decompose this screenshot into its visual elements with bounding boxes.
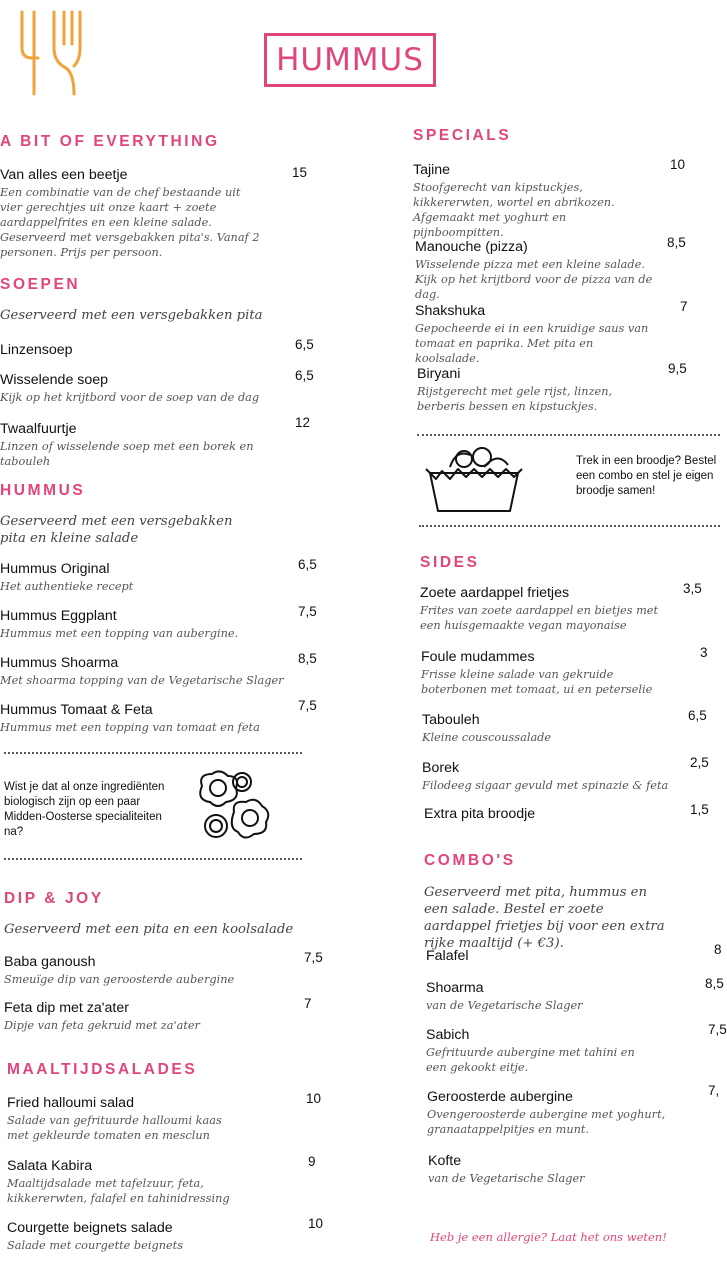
menu-item-price: 6,5 xyxy=(295,368,314,383)
section-title-maaltijdsalades: MAALTIJDSALADES xyxy=(7,1061,198,1078)
dotted-divider xyxy=(4,752,302,754)
fried-egg-icon xyxy=(192,768,272,848)
dotted-divider xyxy=(4,858,302,860)
menu-item-price: 8 xyxy=(714,942,722,957)
menu-item-name: Hummus Tomaat & Feta xyxy=(0,702,153,718)
menu-item-description: Smeuïge dip van geroosterde aubergine xyxy=(4,973,235,986)
menu-item-name: Borek xyxy=(422,760,460,776)
menu-item-description: Maaltijdsalade met tafelzuur, feta, kikkererwten, falafel en tahinidressing xyxy=(7,1177,230,1205)
menu-item-price: 6,5 xyxy=(688,708,707,723)
section-title-combos: COMBO'S xyxy=(424,852,516,869)
menu-item-price: 7, xyxy=(708,1083,720,1098)
menu-item-price: 10 xyxy=(308,1216,324,1231)
menu-item xyxy=(426,948,681,965)
menu-item-description: Kleine couscoussalade xyxy=(422,731,552,744)
menu-item xyxy=(0,372,285,405)
menu-item-description: Hummus met een topping van aubergine. xyxy=(0,627,239,640)
menu-item-price: 7,5 xyxy=(708,1022,727,1037)
menu-item-description: Rijstgerecht met gele rijst, linzen, berberis bessen en kipstuckjes. xyxy=(417,385,613,413)
menu-item-description: Kijk op het krijtbord voor de soep van de dag xyxy=(0,391,260,404)
menu-item xyxy=(422,760,677,793)
menu-item-name: Salata Kabira xyxy=(7,1158,93,1174)
dotted-divider xyxy=(419,525,720,527)
menu-item xyxy=(0,702,290,735)
menu-item-name: Courgette beignets salade xyxy=(7,1220,173,1236)
menu-item-price: 10 xyxy=(670,157,686,172)
menu-item xyxy=(426,1027,656,1075)
menu-item xyxy=(424,806,679,823)
menu-item-price: 9 xyxy=(308,1154,316,1169)
menu-item xyxy=(0,342,285,359)
menu-item-name: Shoarma xyxy=(426,980,484,996)
menu-item-price: 2,5 xyxy=(690,755,709,770)
menu-item-name: Fried halloumi salad xyxy=(7,1095,134,1111)
menu-item-name: Geroosterde aubergine xyxy=(427,1089,573,1105)
menu-item xyxy=(420,585,675,633)
menu-item-description: Linzen of wisselende soep met een borek en tabouleh xyxy=(0,440,254,468)
menu-item-description: van de Vegetarische Slager xyxy=(428,1172,585,1185)
menu-item-price: 1,5 xyxy=(690,802,709,817)
menu-item xyxy=(0,167,265,260)
menu-item-description: Frites van zoete aardappel en bietjes met een huisgemaakte vegan mayonaise xyxy=(420,604,659,632)
menu-item-description: van de Vegetarische Slager xyxy=(426,999,583,1012)
menu-item-price: 7 xyxy=(304,996,312,1011)
menu-item xyxy=(413,162,658,240)
menu-item-description: Frisse kleine salade van gekruide boterbonen met tomaat, ui en peterselie xyxy=(421,668,653,696)
menu-item-name: Biryani xyxy=(417,366,461,382)
menu-item-name: Linzensoep xyxy=(0,342,73,358)
section-intro: Geserveerd met een versgebakken pita xyxy=(0,308,263,323)
menu-item-name: Wisselende soep xyxy=(0,372,109,388)
menu-item-description: Gepocheerde ei in een kruidige saus van tomaat en paprika. Met pita en koolsalade. xyxy=(415,322,649,365)
menu-item-description: Een combinatie van de chef bestaande uit vier gerechtjes uit onze kaart + zoete aardappelfrites en een kleine salade. Geserveerd met versgebakken pita's. Vanaf 2 personen. Prijs per persoon. xyxy=(0,186,260,259)
menu-item-price: 8,5 xyxy=(667,235,686,250)
menu-item-description: Stoofgerecht van kipstuckjes, kikkererwten, wortel en abrikozen. Afgemaakt met yoghurt en pijnboompitten. xyxy=(413,181,615,239)
menu-item-price: 9,5 xyxy=(668,361,687,376)
fork-logo-icon xyxy=(14,8,90,96)
menu-item-name: Feta dip met za'ater xyxy=(4,1000,129,1016)
menu-item-price: 7,5 xyxy=(304,950,323,965)
menu-item-name: Kofte xyxy=(428,1153,462,1169)
menu-item-description: Dipje van feta gekruid met za'ater xyxy=(4,1019,200,1032)
menu-item xyxy=(4,954,294,987)
menu-item-description: Met shoarma topping van de Vegetarische Slager xyxy=(0,674,284,687)
menu-item-name: Twaalfuurtje xyxy=(0,421,77,437)
menu-item-name: Hummus Original xyxy=(0,561,110,577)
section-intro: Geserveerd met pita, hummus en een salade. Bestel er zoete aardappel frietjes bij voor een extra rijke maaltijd (+ €3). xyxy=(424,885,665,951)
menu-item xyxy=(417,366,657,414)
section-title-bit-of-everything: A BIT OF EVERYTHING xyxy=(0,133,220,150)
menu-item xyxy=(0,561,290,594)
menu-item xyxy=(0,608,290,641)
menu-item-name: Falafel xyxy=(426,948,469,964)
menu-item-price: 6,5 xyxy=(298,557,317,572)
section-title-hummus: HUMMUS xyxy=(0,482,86,499)
menu-item xyxy=(415,303,655,366)
section-title-dip-and-joy: DIP & JOY xyxy=(4,890,104,907)
menu-item-name: Sabich xyxy=(426,1027,470,1043)
menu-item-description: Wisselende pizza met een kleine salade. Kijk op het krijtbord voor de pizza van de dag. xyxy=(415,258,653,301)
menu-item-name: Hummus Shoarma xyxy=(0,655,119,671)
menu-item-price: 7 xyxy=(680,299,688,314)
section-intro: Geserveerd met een pita en een koolsalade xyxy=(4,922,294,937)
menu-item-price: 3,5 xyxy=(683,581,702,596)
menu-item xyxy=(415,239,655,302)
menu-item-name: Manouche (pizza) xyxy=(415,239,528,255)
section-title-soepen: SOEPEN xyxy=(0,276,81,293)
menu-item-price: 7,5 xyxy=(298,698,317,713)
menu-item-price: 6,5 xyxy=(295,337,314,352)
section-intro: Geserveerd met een versgebakken pita en kleine salade xyxy=(0,514,233,546)
menu-item-name: Baba ganoush xyxy=(4,954,96,970)
brand-logo: HUMMUS xyxy=(264,33,436,87)
menu-item xyxy=(4,1000,294,1033)
menu-item-price: 15 xyxy=(292,165,308,180)
tip-text: Trek in een broodje? Bestel een combo en stel je eigen broodje samen! xyxy=(576,455,717,497)
menu-item-description: Hummus met een topping van tomaat en feta xyxy=(0,721,260,734)
menu-item-description: Filodeeg sigaar gevuld met spinazie & feta xyxy=(422,779,669,792)
menu-item-name: Zoete aardappel frietjes xyxy=(420,585,570,601)
section-title-specials: SPECIALS xyxy=(413,127,512,144)
menu-item xyxy=(427,1089,667,1137)
menu-item-name: Tajine xyxy=(413,162,451,178)
menu-item xyxy=(428,1153,668,1186)
tip-text: Wist je dat al onze ingrediënten biologisch zijn op een paar Midden-Oosterse specialiteiten na? xyxy=(4,781,165,838)
sandwich-box-icon xyxy=(424,445,524,515)
menu-item xyxy=(421,649,676,697)
menu-item xyxy=(422,712,677,745)
menu-item-price: 7,5 xyxy=(298,604,317,619)
menu-item-name: Foule mudammes xyxy=(421,649,535,665)
section-title-sides: SIDES xyxy=(420,554,480,571)
menu-item-name: Van alles een beetje xyxy=(0,167,128,183)
menu-item-price: 12 xyxy=(295,415,311,430)
allergy-note: Heb je een allergie? Laat het ons weten! xyxy=(430,1230,667,1244)
menu-item-name: Hummus Eggplant xyxy=(0,608,117,624)
menu-item xyxy=(426,980,681,1013)
menu-item-price: 10 xyxy=(306,1091,322,1106)
menu-item-name: Extra pita broodje xyxy=(424,806,536,822)
menu-item-description: Salade van gefrituurde halloumi kaas met gekleurde tomaten en mesclun xyxy=(7,1114,222,1142)
menu-item-price: 8,5 xyxy=(705,976,724,991)
menu-item-price: 8,5 xyxy=(298,651,317,666)
dotted-divider xyxy=(417,434,720,436)
menu-item-price: 3 xyxy=(700,645,708,660)
menu-item xyxy=(7,1095,247,1143)
menu-item-description: Ovengeroosterde aubergine met yoghurt, granaatappelpitjes en munt. xyxy=(427,1108,666,1136)
menu-item-description: Het authentieke recept xyxy=(0,580,134,593)
menu-item-name: Tabouleh xyxy=(422,712,480,728)
menu-item-description: Gefrituurde aubergine met tahini en een gekookt eitje. xyxy=(426,1046,635,1074)
menu-item xyxy=(0,655,290,688)
menu-item xyxy=(7,1158,247,1206)
menu-item xyxy=(7,1220,297,1253)
menu-item xyxy=(0,421,285,469)
menu-item-name: Shakshuka xyxy=(415,303,486,319)
menu-item-description: Salade met courgette beignets xyxy=(7,1239,183,1252)
